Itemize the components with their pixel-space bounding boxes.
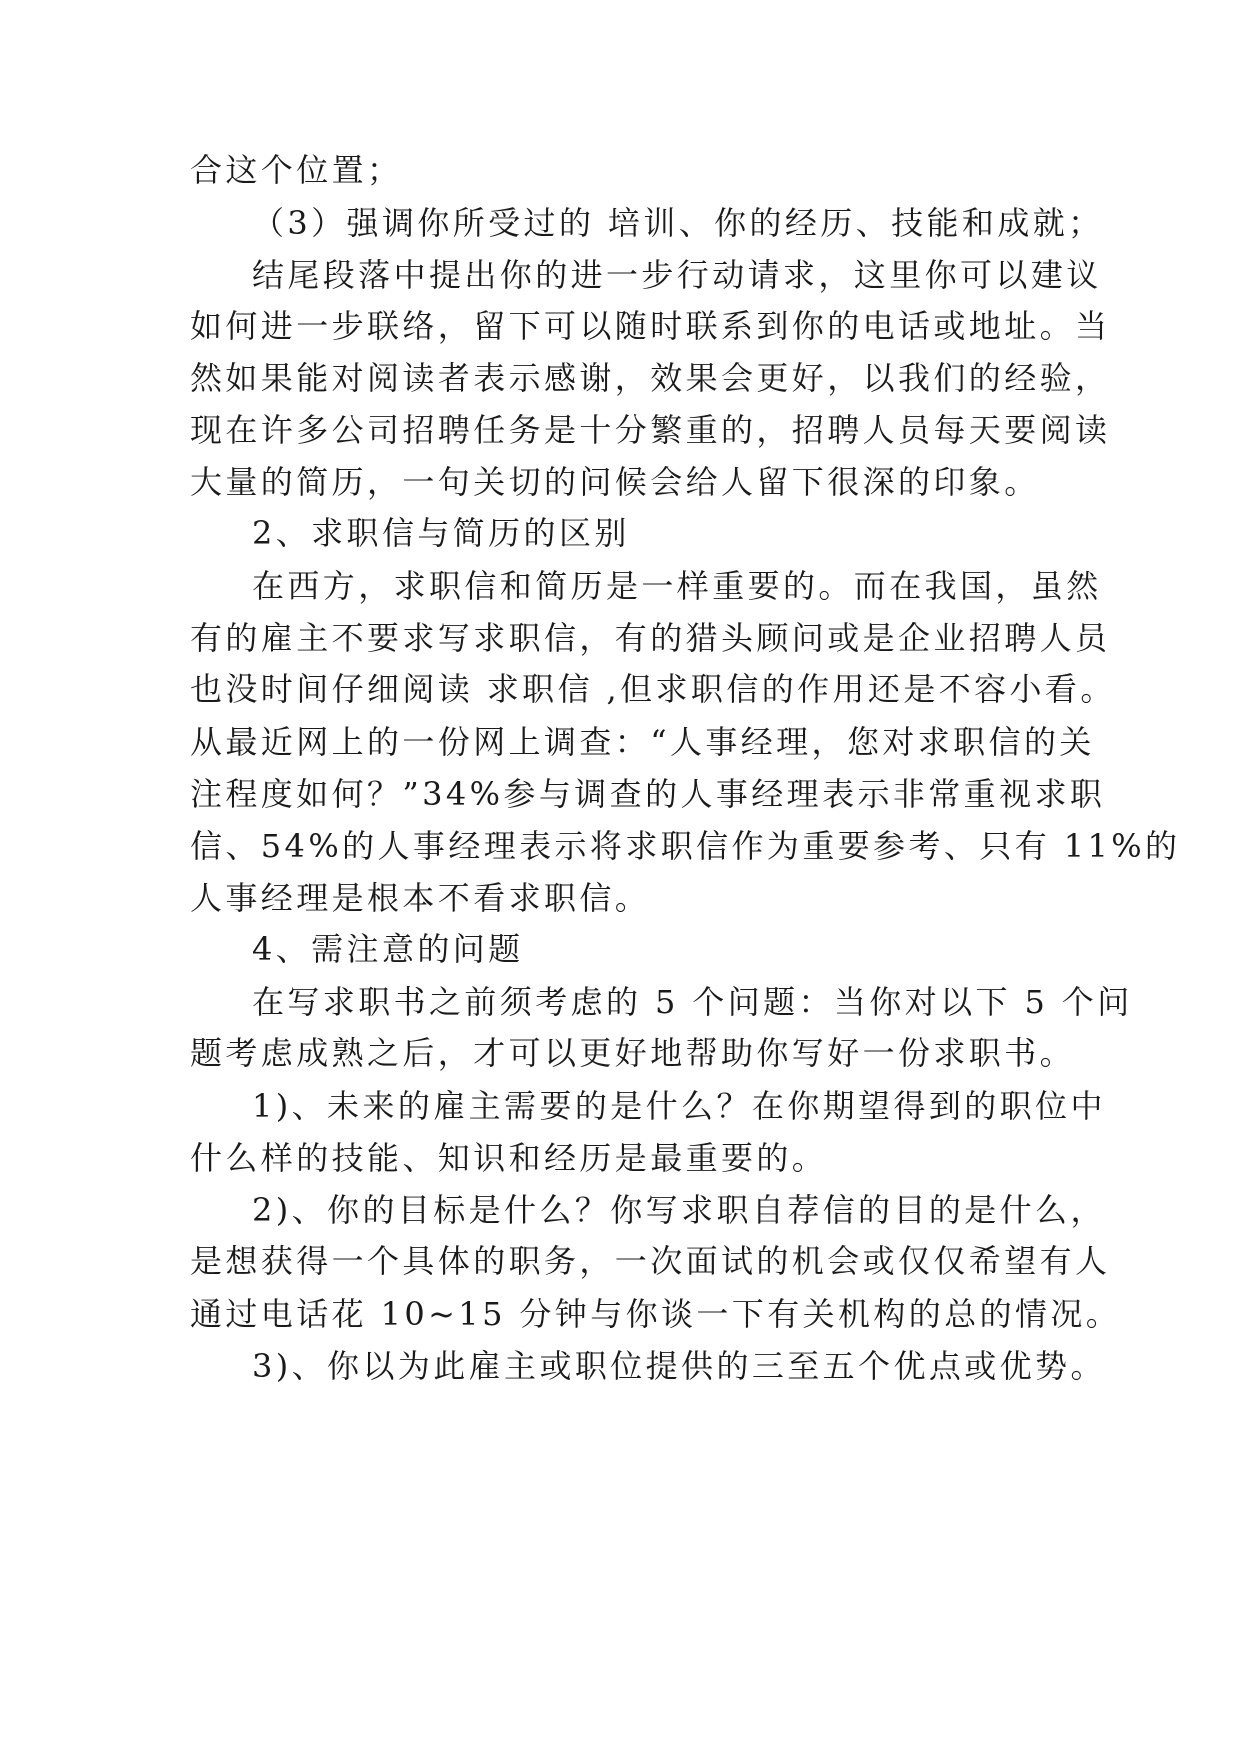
- text-line: 在写求职书之前须考虑的 5 个问题：当你对以下 5 个问: [252, 983, 1133, 1021]
- text-line: 结尾段落中提出你的进一步行动请求，这里你可以建议: [252, 256, 1102, 294]
- text-line: 人事经理是根本不看求职信。: [190, 879, 651, 917]
- text-line: 有的雇主不要求写求职信，有的猎头顾问或是企业招聘人员: [190, 619, 1111, 657]
- text-line: 什么样的技能、知识和经历是最重要的。: [190, 1139, 828, 1177]
- text-line: 也没时间仔细阅读 求职信 ,但求职信的作用还是不容小看。: [190, 670, 1116, 708]
- section-heading: 4、需注意的问题: [252, 930, 524, 968]
- text-line: 通过电话花 10~15 分钟与你谈一下有关机构的总的情况。: [190, 1295, 1122, 1333]
- text-line: 3)、你以为此雇主或职位提供的三至五个优点或优势。: [252, 1347, 1106, 1385]
- text-line: 1)、未来的雇主需要的是什么？在你期望得到的职位中: [252, 1087, 1106, 1125]
- text-line: （3）强调你所受过的 培训、你的经历、技能和成就；: [252, 204, 1104, 242]
- text-line: 信、54%的人事经理表示将求职信作为重要参考、只有 11%的: [190, 827, 1181, 865]
- text-line: 从最近网上的一份网上调查：“人事经理，您对求职信的关: [190, 723, 1095, 761]
- text-line: 合这个位置；: [190, 151, 403, 189]
- text-line: 是想获得一个具体的职务，一次面试的机会或仅仅希望有人: [190, 1242, 1111, 1280]
- text-line: 在西方，求职信和简历是一样重要的。而在我国，虽然: [252, 567, 1102, 605]
- section-heading: 2、求职信与简历的区别: [252, 514, 630, 552]
- text-line: 2)、你的目标是什么？你写求职自荐信的目的是什么，: [252, 1191, 1106, 1229]
- text-line: 题考虑成熟之后，才可以更好地帮助你写好一份求职书。: [190, 1034, 1076, 1072]
- text-line: 注程度如何？”34%参与调查的人事经理表示非常重视求职: [190, 775, 1106, 813]
- text-line: 大量的简历，一句关切的问候会给人留下很深的印象。: [190, 463, 1040, 501]
- text-line: 然如果能对阅读者表示感谢，效果会更好，以我们的经验，: [190, 359, 1111, 397]
- text-line: 现在许多公司招聘任务是十分繁重的，招聘人员每天要阅读: [190, 411, 1111, 449]
- text-line: 如何进一步联络，留下可以随时联系到你的电话或地址。当: [190, 307, 1111, 345]
